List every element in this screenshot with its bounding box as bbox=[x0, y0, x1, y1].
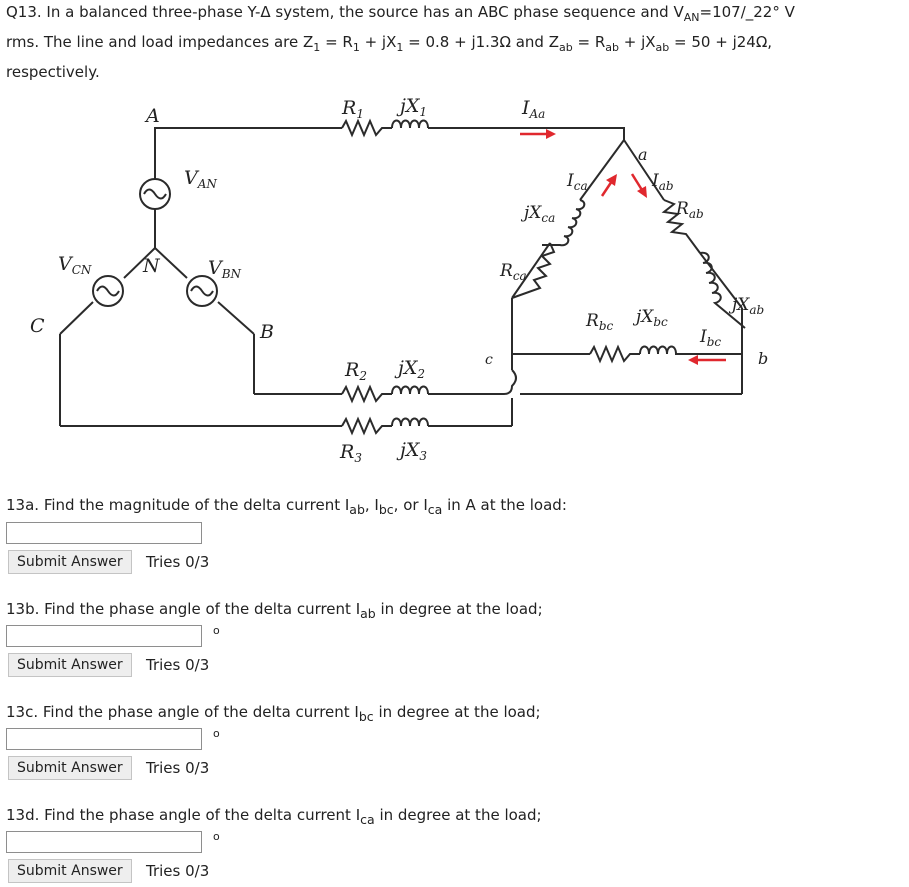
label-vcn: V bbox=[58, 253, 72, 275]
label-r3: R bbox=[340, 441, 355, 463]
svg-text:jX3: $jX_3$ bbox=[396, 439, 427, 463]
svg-text:jXbc: $jX_{bc}$ bbox=[632, 307, 668, 329]
svg-text:Rab: $R_{ab}$ bbox=[676, 199, 704, 221]
svg-text:R2: $R_2$ bbox=[345, 359, 367, 383]
question-line-3: respectively. bbox=[6, 63, 100, 81]
part-13c-prompt: 13c. Find the phase angle of the delta current $I_{bc}$ in degree at the load; bbox=[6, 703, 541, 724]
part-13d-prompt: 13d. Find the phase angle of the delta current $I_{ca}$ in degree at the load; bbox=[6, 806, 542, 827]
inductor-x3-icon bbox=[392, 419, 428, 427]
label-jx3: jX bbox=[400, 439, 420, 461]
label-ica: I bbox=[567, 171, 574, 191]
answer-input-13c[interactable] bbox=[6, 728, 202, 750]
label-node-c-source: C bbox=[30, 315, 45, 337]
part-13a-prompt: 13a. Find the magnitude of the delta current $I_{ab}$, $I_{bc}$, or $I_{ca}$ in A at the load: bbox=[6, 496, 567, 517]
circuit-labels bbox=[30, 95, 768, 465]
svg-text:jX2: $jX_2$ bbox=[394, 357, 425, 381]
inductor-xbc-icon bbox=[640, 347, 680, 355]
label-iab: I bbox=[652, 171, 659, 191]
label-vbn: V bbox=[208, 257, 222, 279]
svg-text:VCN: $V_{CN}$ bbox=[58, 253, 92, 277]
label-jxab: jX bbox=[732, 295, 750, 315]
svg-text:jXca: $jX_{ca}$ bbox=[520, 203, 555, 225]
submit-button-13a[interactable]: Submit Answer bbox=[8, 550, 132, 574]
inductor-xab-coil-icon bbox=[700, 253, 745, 328]
svg-text:R3: $R_3$ bbox=[340, 441, 362, 465]
arrow-iab-icon bbox=[632, 174, 642, 190]
label-van: V bbox=[184, 167, 198, 189]
answer-input-13d[interactable] bbox=[6, 831, 202, 853]
resistor-r3-icon bbox=[342, 419, 392, 433]
tries-counter-13a: Tries 0/3 bbox=[146, 553, 210, 571]
inductor-x2-icon bbox=[392, 387, 428, 395]
label-jx2: jX bbox=[398, 357, 418, 379]
question-line-2: rms. The line and load impedances are $Z_1 = R_1 + jX_1 = 0.8 + j1.3\Omega$ and $Z_{ab} = R_{ab} + jX_{ab} = 50 + j24\Omega$, bbox=[6, 33, 773, 54]
label-jxca: jX bbox=[524, 203, 542, 223]
answer-input-13a[interactable] bbox=[6, 522, 202, 544]
circuit-diagram bbox=[0, 88, 909, 478]
svg-text:jX1: $jX_1$ bbox=[396, 95, 427, 119]
question-line-1: Q13. In a balanced three-phase Y-Δ system, the source has an ABC phase sequence and $V_{AN}=107/\_22^\circ$ V bbox=[6, 3, 795, 24]
resistor-r1-icon bbox=[342, 121, 392, 135]
svg-text:R1: $R_1$ bbox=[342, 97, 364, 121]
tries-counter-13c: Tries 0/3 bbox=[146, 759, 210, 777]
tries-counter-13d: Tries 0/3 bbox=[146, 862, 210, 880]
submit-button-13d[interactable]: Submit Answer bbox=[8, 859, 132, 883]
degree-symbol-13b: o bbox=[213, 624, 220, 637]
question-text bbox=[6, 0, 906, 85]
label-node-a-load: a bbox=[638, 145, 648, 164]
svg-text:IAa: $I_{Aa}$ bbox=[522, 97, 546, 121]
label-node-n: N bbox=[143, 255, 160, 277]
submit-button-13b[interactable]: Submit Answer bbox=[8, 653, 132, 677]
svg-text:jXab: $jX_{ab}$ bbox=[728, 295, 764, 317]
svg-text:Ica: $I_{ca}$ bbox=[567, 171, 588, 193]
arrow-ica-icon bbox=[602, 181, 612, 196]
svg-text:VBN: $V_{BN}$ bbox=[208, 257, 242, 281]
label-iaa: I bbox=[522, 97, 530, 119]
svg-text:Iab: $I_{ab}$ bbox=[652, 171, 674, 193]
label-jxbc: jX bbox=[636, 307, 654, 327]
label-r2: R bbox=[345, 359, 360, 381]
answer-input-13b[interactable] bbox=[6, 625, 202, 647]
label-node-c-load: c bbox=[485, 352, 493, 368]
svg-text:Ibc: $I_{bc}$ bbox=[700, 327, 722, 349]
label-jx1: jX bbox=[400, 95, 420, 117]
label-rab: R bbox=[676, 199, 689, 219]
part-13b-prompt: 13b. Find the phase angle of the delta current $I_{ab}$ in degree at the load; bbox=[6, 600, 543, 621]
resistor-rbc-icon bbox=[590, 347, 640, 361]
submit-button-13c[interactable]: Submit Answer bbox=[8, 756, 132, 780]
line-impedances bbox=[342, 121, 428, 434]
tries-counter-13b: Tries 0/3 bbox=[146, 656, 210, 674]
resistor-r2-icon bbox=[342, 387, 392, 401]
label-ibc: I bbox=[700, 327, 707, 347]
degree-symbol-13c: o bbox=[213, 727, 220, 740]
label-rbc: R bbox=[586, 311, 599, 331]
wires bbox=[60, 128, 742, 426]
label-rca: R bbox=[500, 261, 513, 281]
inductor-x1-icon bbox=[392, 121, 428, 129]
svg-text:Rca: $R_{ca}$ bbox=[500, 261, 527, 283]
label-node-b-load: b bbox=[758, 349, 769, 368]
degree-symbol-13d: o bbox=[213, 830, 220, 843]
svg-text:Rbc: $R_{bc}$ bbox=[586, 311, 614, 333]
label-r1: R bbox=[342, 97, 357, 119]
label-node-b-source: B bbox=[260, 321, 274, 343]
label-node-a-source: A bbox=[146, 105, 160, 127]
svg-text:VAN: $V_{AN}$ bbox=[184, 167, 217, 191]
